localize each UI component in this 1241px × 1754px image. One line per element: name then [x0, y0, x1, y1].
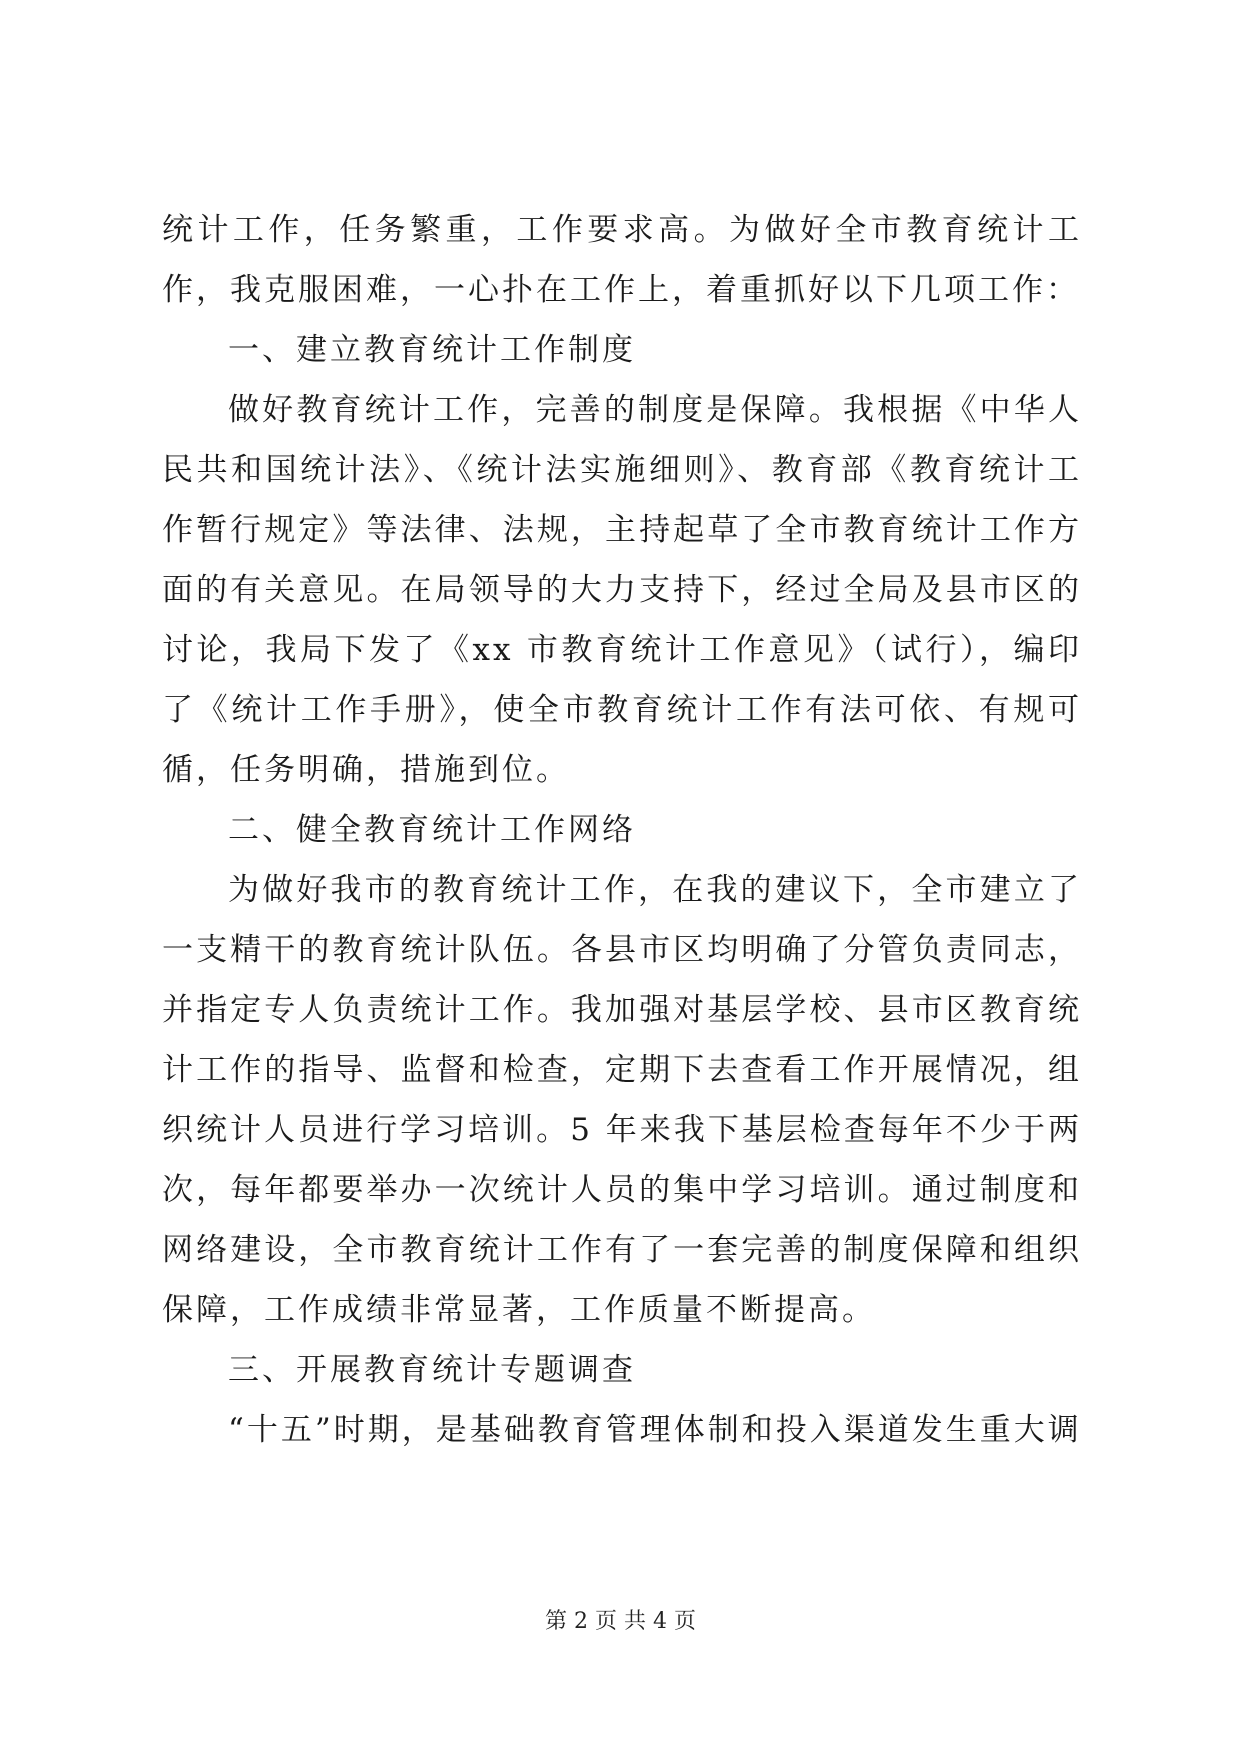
paragraph-1: 做好教育统计工作，完善的制度是保障。我根据《中华人民共和国统计法》、《统计法实施细则》、教育部《教育统计工作暂行规定》等法律、法规，主持起草了全市教育统计工作方面的有关意见。在局领导的大力支持下，经过全局及县市区的讨论，我局下发了《xx 市教育统计工作意见》（试行），编印了《统计工作手册》，使全市教育统计工作有法可依、有规可循，任务明确，措施到位。: [162, 392, 1082, 788]
section-heading-1: 一、建立教育统计工作制度: [228, 332, 636, 368]
section-heading-2: 二、健全教育统计工作网络: [228, 812, 636, 848]
paragraph-3: “十五”时期，是基础教育管理体制和投入渠道发生重大调: [228, 1412, 1082, 1448]
paragraph-2: 为做好我市的教育统计工作，在我的建议下，全市建立了一支精干的教育统计队伍。各县市区均明确了分管负责同志，并指定专人负责统计工作。我加强对基层学校、县市区教育统计工作的指导、监督和检查，定期下去查看工作开展情况，组织统计人员进行学习培训。5 年来我下基层检查每年不少于两次，每年都要举办一次统计人员的集中学习培训。通过制度和网络建设，全市教育统计工作有了一套完善的制度保障和组织保障，工作成绩非常显著，工作质量不断提高。: [162, 872, 1082, 1328]
page-number-footer: 第 2 页 共 4 页: [545, 1609, 696, 1634]
section-heading-3: 三、开展教育统计专题调查: [228, 1352, 636, 1388]
paragraph-continuation: 统计工作，任务繁重，工作要求高。为做好全市教育统计工作，我克服困难，一心扑在工作上，着重抓好以下几项工作：: [162, 212, 1082, 308]
document-body: [162, 200, 1082, 1460]
